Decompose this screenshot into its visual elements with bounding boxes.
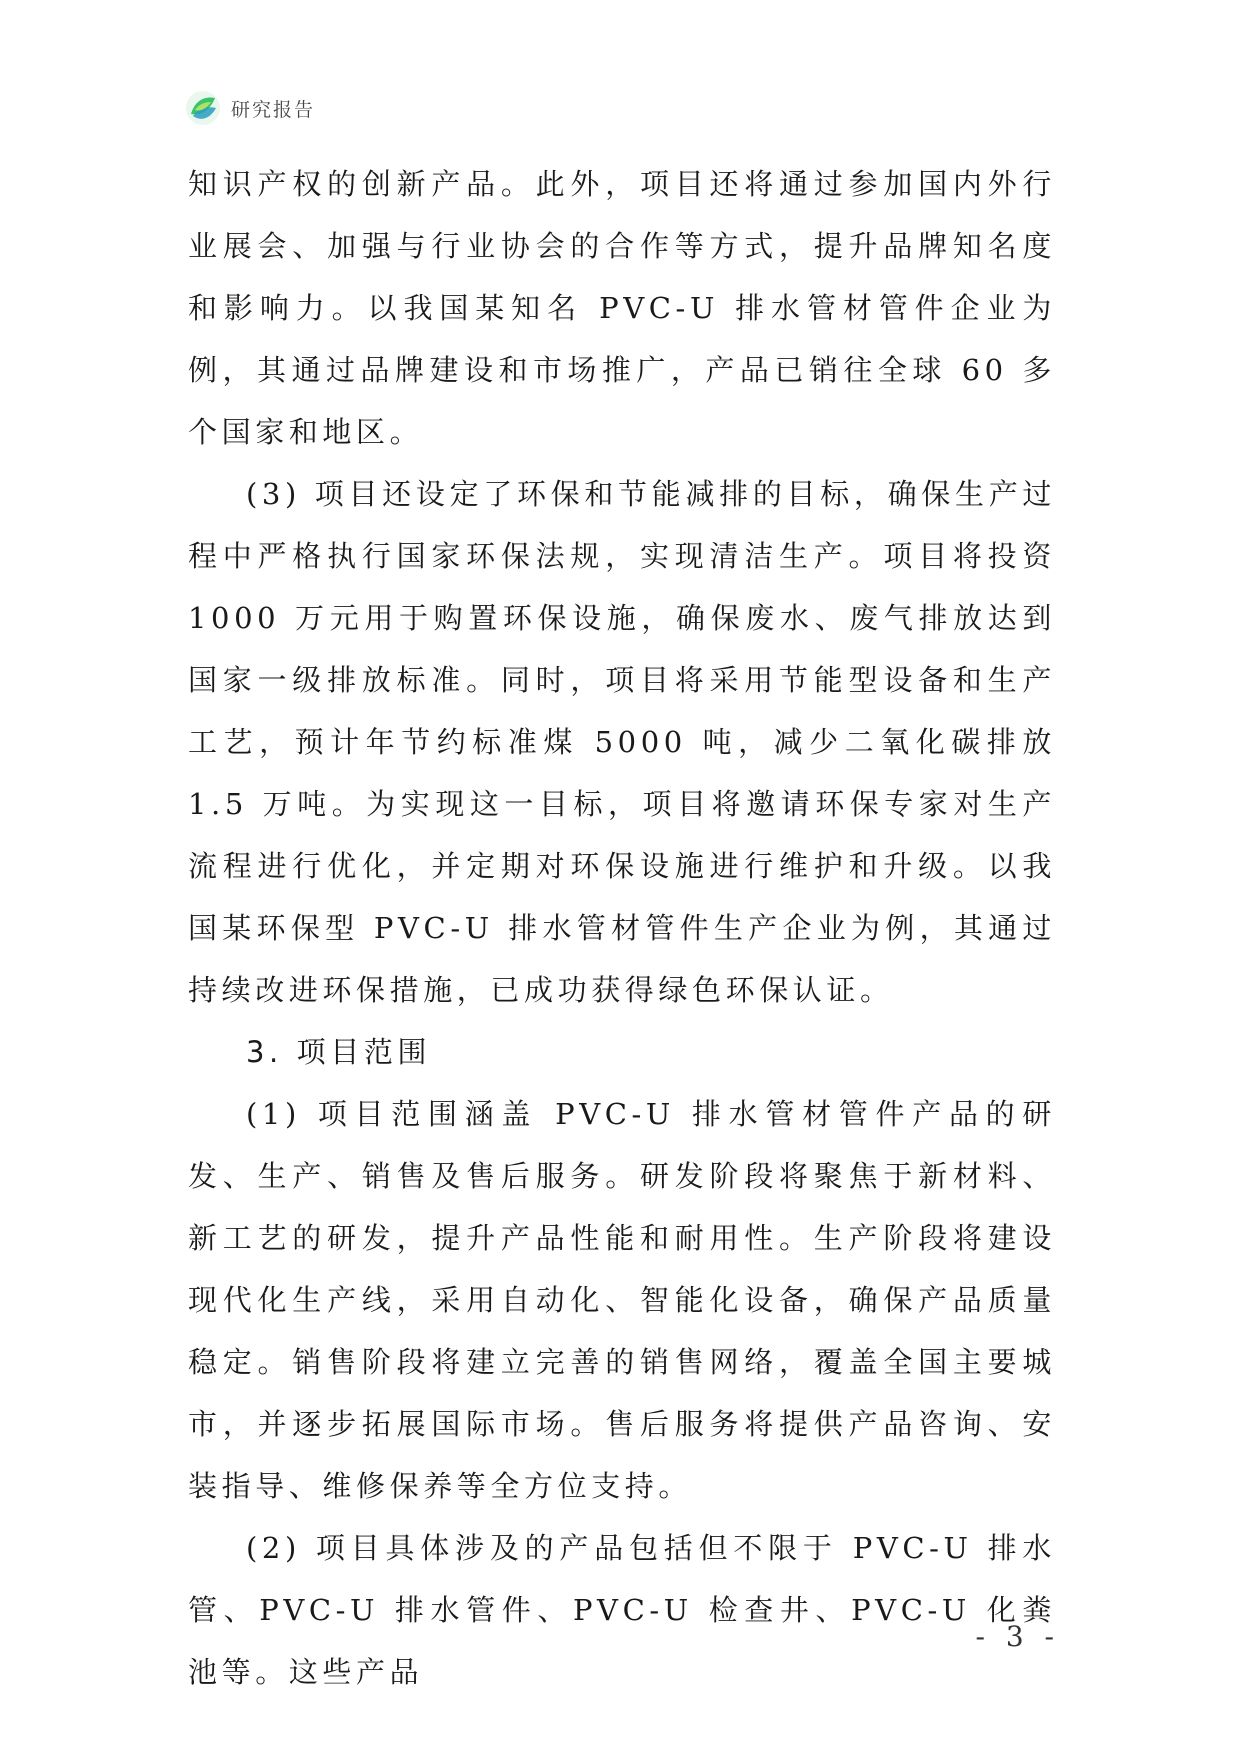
paragraph-scope-1: (1) 项目范围涵盖 PVC-U 排水管材管件产品的研发、生产、销售及售后服务。研发阶段将聚焦于新材料、新工艺的研发，提升产品性能和耐用性。生产阶段将建设现代化生产线，采用自动化、智能化设备，确保产品质量稳定。销售阶段将建立完善的销售网络，覆盖全国主要城市，并逐步拓展国际市场。售后服务将提供产品咨询、安装指导、维修保养等全方位支持。 bbox=[188, 1097, 1056, 1503]
leaf-logo-icon bbox=[185, 90, 221, 126]
page-number: - 3 - bbox=[975, 1620, 1060, 1653]
paragraph-continuation: 知识产权的创新产品。此外，项目还将通过参加国内外行业展会、加强与行业协会的合作等方式，提升品牌知名度和影响力。以我国某知名 PVC-U 排水管材管件企业为例，其通过品牌建设和市场推广，产品已销往全球 60 多个国家和地区。 bbox=[188, 167, 1056, 449]
document-body bbox=[188, 153, 1056, 1703]
page-header bbox=[185, 88, 315, 128]
section-heading-project-scope: 3. 项目范围 bbox=[246, 1035, 432, 1069]
paragraph-environmental-goal: (3) 项目还设定了环保和节能减排的目标，确保生产过程中严格执行国家环保法规，实现清洁生产。项目将投资 1000 万元用于购置环保设施，确保废水、废气排放达到国家一级排放标准。同时，项目将采用节能型设备和生产工艺，预计年节约标准煤 5000 吨，减少二氧化碳排放 1.5 万吨。为实现这一目标，项目将邀请环保专家对生产流程进行优化，并定期对环保设施进行维护和升级。以我国某环保型 PVC-U 排水管材管件生产企业为例，其通过持续改进环保措施，已成功获得绿色环保认证。 bbox=[188, 477, 1056, 1007]
header-title: 研究报告 bbox=[231, 98, 316, 121]
paragraph-scope-2: (2) 项目具体涉及的产品包括但不限于 PVC-U 排水管、PVC-U 排水管件、PVC-U 检查井、PVC-U 化粪池等。这些产品 bbox=[188, 1531, 1056, 1689]
